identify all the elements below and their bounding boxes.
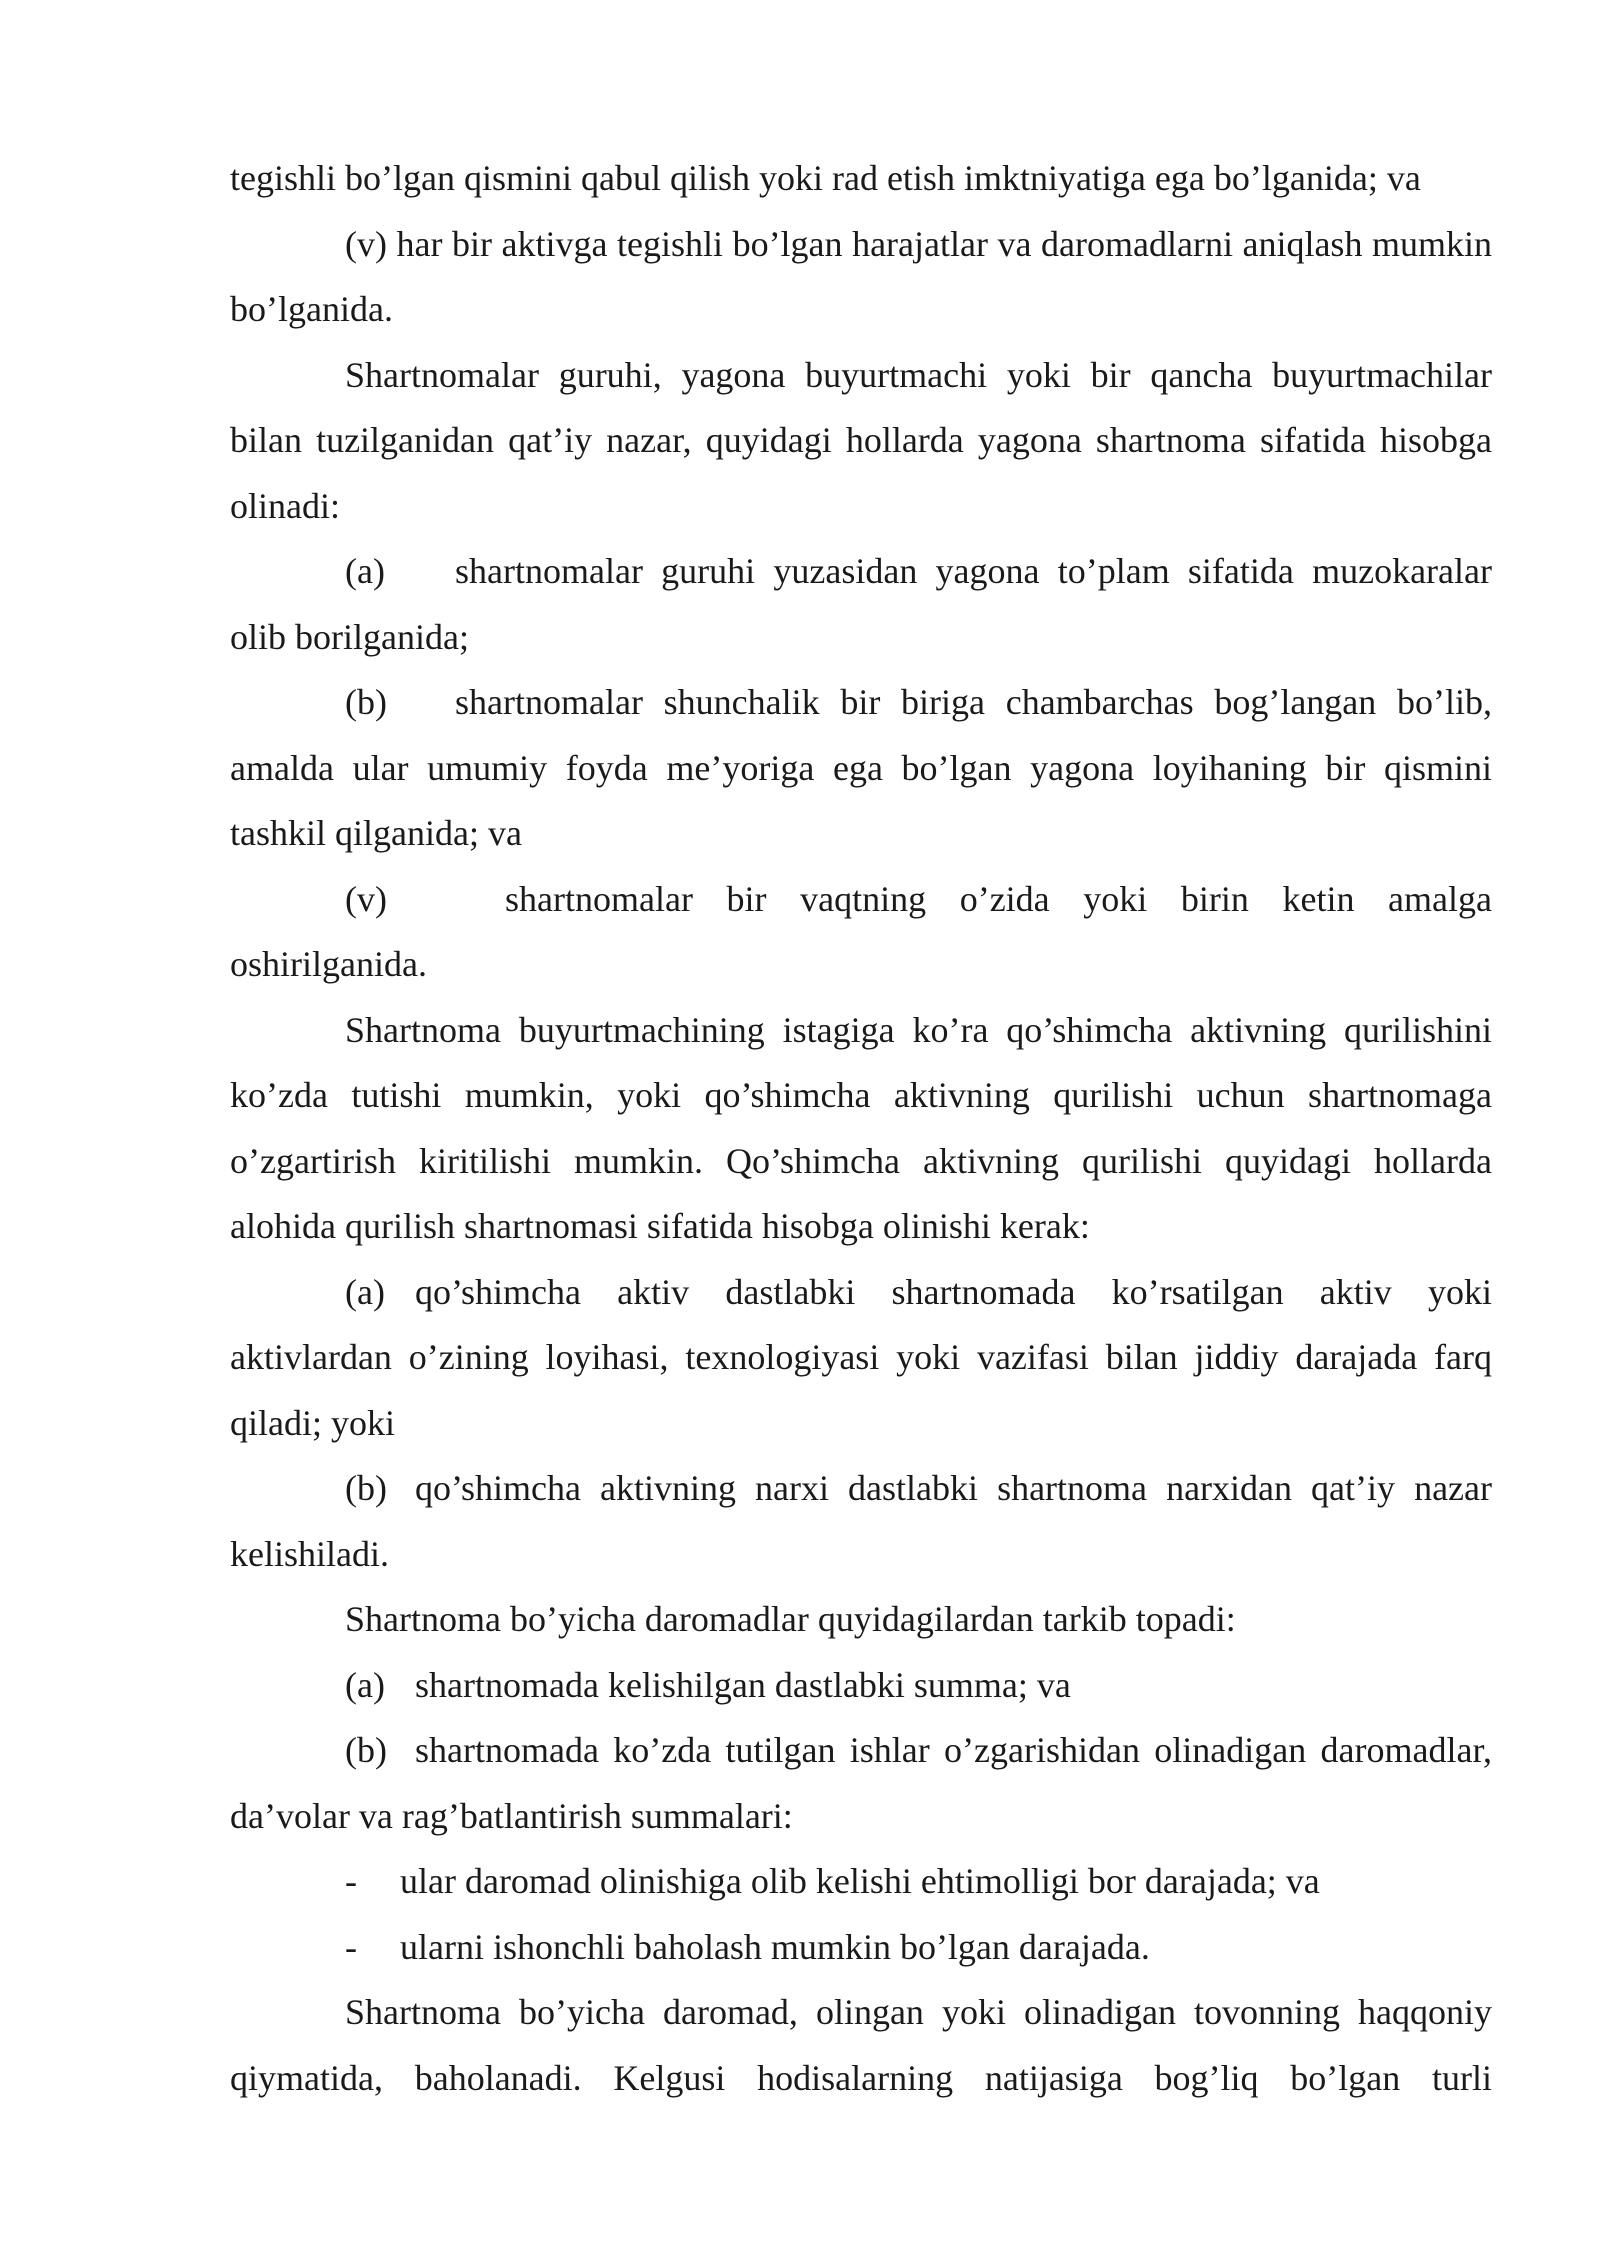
paragraph <box>230 998 1492 1260</box>
list-item <box>230 539 1492 670</box>
paragraph-text: Shartnomalar guruhi, yagona buyurtmachi yoki bir qancha buyurtmachilar bilan tuzilganidan qat’iy nazar, quyidagi hollarda yagona shartnoma sifatida hisobga olinadi: <box>230 354 1492 526</box>
list-item-text: shartnomada kelishilgan dastlabki summa; va <box>415 1664 1071 1705</box>
bullet-item-text: ular daromad olinishiga olib kelishi ehtimolligi bor darajada; va <box>400 1861 1320 1901</box>
list-item <box>230 1260 1492 1457</box>
list-item-text: shartnomalar bir vaqtning o’zida yoki birin ketin amalga oshirilganida. <box>230 878 1492 984</box>
list-item <box>230 670 1492 867</box>
paragraph-text: Shartnoma buyurtmachining istagiga ko’ra qo’shimcha aktivning qurilishini ko’zda tutishi mumkin, yoki qo’shimcha aktivning qurilishi uchun shartnomaga o’zgartirish kiritilishi mumkin. Qo’shimcha aktivning qurilishi quyidagi hollarda alohida qurilish shartnomasi sifatida hisobga olinishi kerak: <box>230 1009 1492 1246</box>
list-item <box>230 1718 1492 1849</box>
list-item-text: shartnomalar shunchalik bir biriga chambarchas bog’langan bo’lib, amalda ular umumiy foyda me’yoriga ega bo’lgan yagona loyihaning bir qismini tashkil qilganida; va <box>230 682 1492 853</box>
list-marker: (b) <box>345 1468 387 1508</box>
list-marker: (a) <box>345 1664 385 1705</box>
paragraph <box>230 1980 1492 2111</box>
list-item <box>230 867 1492 998</box>
document-body <box>230 146 1492 2111</box>
list-marker: (b) <box>345 682 387 722</box>
list-marker: (v) <box>345 878 387 919</box>
list-item-text: shartnomalar guruhi yuzasidan yagona to’plam sifatida muzokaralar olib borilganida; <box>230 551 1492 657</box>
paragraph <box>230 146 1492 212</box>
list-item-text: qo’shimcha aktivning narxi dastlabki shartnoma narxidan qat’iy nazar kelishiladi. <box>230 1468 1492 1574</box>
list-item-text: qo’shimcha aktiv dastlabki shartnomada ko’rsatilgan aktiv yoki aktivlardan o’zining loyihasi, texnologiyasi yoki vazifasi bilan jiddiy darajada farq qiladi; yoki <box>230 1271 1492 1443</box>
paragraph-text: Shartnoma bo’yicha daromadlar quyidagilardan tarkib topadi: <box>345 1599 1236 1639</box>
list-marker: (a) <box>345 551 385 591</box>
list-item-text: shartnomada ko’zda tutilgan ishlar o’zgarishidan olinadigan daromadlar, da’volar va rag’batlantirish summalari: <box>230 1730 1492 1836</box>
paragraph-text: Shartnoma bo’yicha daromad, olingan yoki olinadigan tovonning haqqoniy qiymatida, baholanadi. Kelgusi hodisalarning natijasiga bog’liq bo’lgan turli <box>230 1992 1492 2098</box>
bullet-item-text: ularni ishonchli baholash mumkin bo’lgan darajada. <box>400 1926 1150 1967</box>
paragraph-text: tegishli bo’lgan qismini qabul qilish yoki rad etish imktniyatiga ega bo’lganida; va <box>230 158 1421 198</box>
bullet-item <box>230 1915 1492 1981</box>
paragraph <box>230 343 1492 540</box>
bullet-marker: - <box>345 1926 357 1967</box>
bullet-item <box>230 1849 1492 1915</box>
list-marker: (b) <box>345 1730 387 1770</box>
list-marker: (a) <box>345 1271 385 1312</box>
paragraph-text: (v) har bir aktivga tegishli bo’lgan harajatlar va daromadlarni aniqlash mumkin bo’lganida. <box>230 223 1492 329</box>
list-item <box>230 1653 1492 1719</box>
list-item <box>230 1456 1492 1587</box>
paragraph <box>230 212 1492 343</box>
paragraph <box>230 1587 1492 1653</box>
bullet-marker: - <box>345 1861 357 1901</box>
